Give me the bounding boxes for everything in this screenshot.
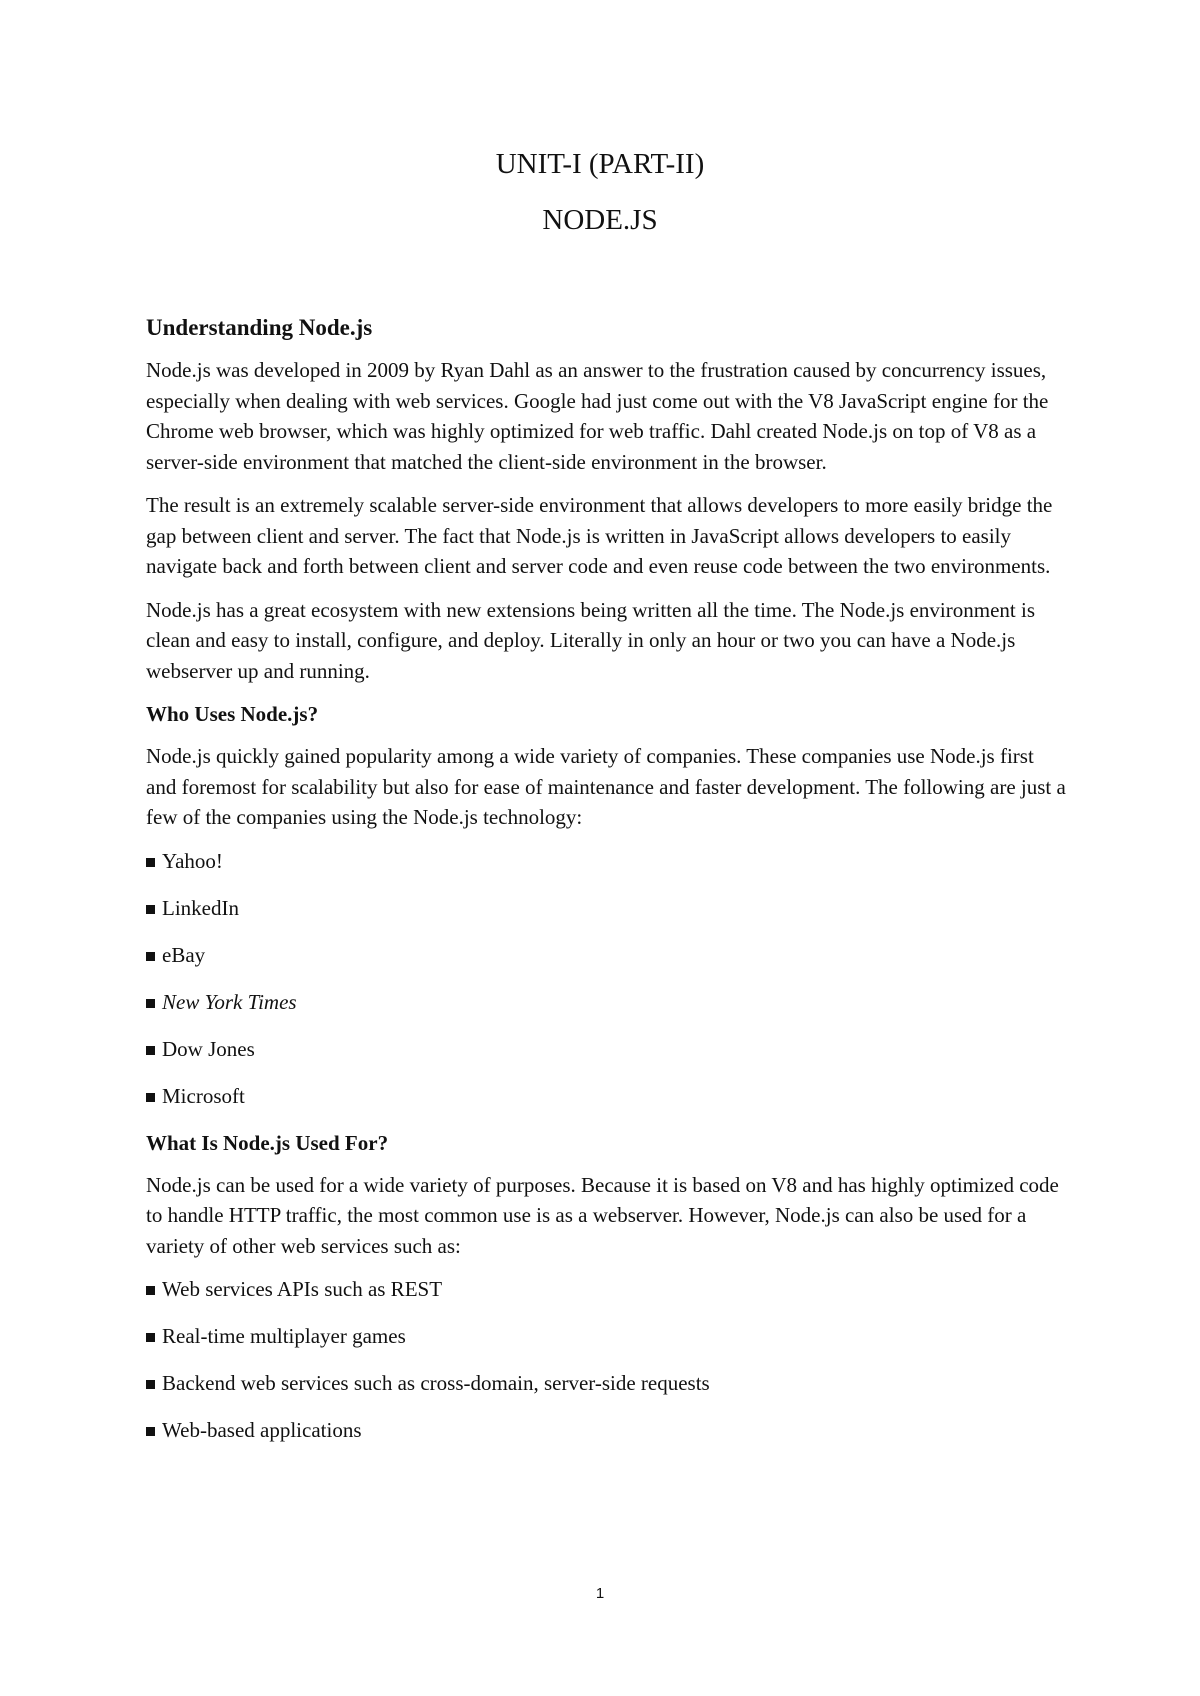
- document-title: NODE.JS: [542, 204, 658, 236]
- list-item: [146, 1415, 1066, 1445]
- square-bullet-icon: [146, 905, 155, 914]
- page-number: 1: [595, 1585, 605, 1602]
- use-case: Web-based applications: [162, 1418, 362, 1442]
- paragraph-companies: Node.js quickly gained popularity among a wide variety of companies. These companies use Node.js first and foremost for scalability but also for ease of maintenance and faster development. The following are just a few of the companies using the Node.js technology:: [146, 744, 1066, 829]
- list-item: [146, 1034, 1066, 1064]
- unit-title: UNIT-I (PART-II): [495, 148, 705, 180]
- use-case: Web services APIs such as REST: [162, 1277, 443, 1301]
- list-item: [146, 1081, 1066, 1111]
- paragraph-ecosystem: Node.js has a great ecosystem with new extensions being written all the time. The Node.js environment is clean and easy to install, configure, and deploy. Literally in only an hour or two you can have a Node.js webserver up and running.: [146, 597, 1035, 683]
- heading-what-is-nodejs-used-for: What Is Node.js Used For?: [146, 1130, 389, 1155]
- square-bullet-icon: [146, 1380, 155, 1389]
- use-case: Real-time multiplayer games: [162, 1324, 406, 1348]
- list-item: [146, 1321, 1066, 1351]
- list-item: [146, 1274, 1066, 1304]
- list-item: [146, 940, 1066, 970]
- heading-who-uses-nodejs: Who Uses Node.js?: [146, 702, 319, 726]
- square-bullet-icon: [146, 1286, 155, 1295]
- square-bullet-icon: [146, 952, 155, 961]
- company-name: New York Times: [162, 989, 297, 1014]
- company-name: Yahoo!: [162, 848, 223, 873]
- square-bullet-icon: [146, 1046, 155, 1055]
- uses-list: [146, 1274, 1066, 1445]
- paragraph-history: Node.js was developed in 2009 by Ryan Dahl as an answer to the frustration caused by concurrency issues, especially when dealing with web services. Google had just come out with the V8 JavaScript engine for the Chrome web browser, which was highly optimized for web traffic. Dahl created Node.js on top of V8 as a server-side environment that matched the client-side environment in the browser.: [146, 358, 1049, 474]
- document-body: [146, 313, 1066, 1462]
- company-name: LinkedIn: [162, 895, 239, 920]
- heading-understanding-nodejs: Understanding Node.js: [146, 315, 373, 340]
- square-bullet-icon: [146, 858, 155, 867]
- square-bullet-icon: [146, 1427, 155, 1436]
- list-item: [146, 1368, 1066, 1398]
- square-bullet-icon: [146, 999, 155, 1008]
- list-item: [146, 893, 1066, 923]
- list-item: [146, 987, 1066, 1017]
- company-name: Microsoft: [162, 1083, 245, 1108]
- use-case: Backend web services such as cross-domain, server-side requests: [162, 1371, 710, 1395]
- company-name: Dow Jones: [162, 1036, 255, 1061]
- company-name: eBay: [162, 942, 206, 967]
- paragraph-scalability: The result is an extremely scalable server-side environment that allows developers to more easily bridge the gap between client and server. The fact that Node.js is written in JavaScript allows developers to easily navigate back and forth between client and server code and even reuse code between the two environments.: [146, 493, 1053, 578]
- list-item: [146, 846, 1066, 876]
- paragraph-uses: Node.js can be used for a wide variety of purposes. Because it is based on V8 and has highly optimized code to handle HTTP traffic, the most common use is as a webserver. However, Node.js can also be used for a variety of other web services such as:: [146, 1172, 1059, 1258]
- square-bullet-icon: [146, 1333, 155, 1342]
- companies-list: [146, 846, 1066, 1111]
- square-bullet-icon: [146, 1093, 155, 1102]
